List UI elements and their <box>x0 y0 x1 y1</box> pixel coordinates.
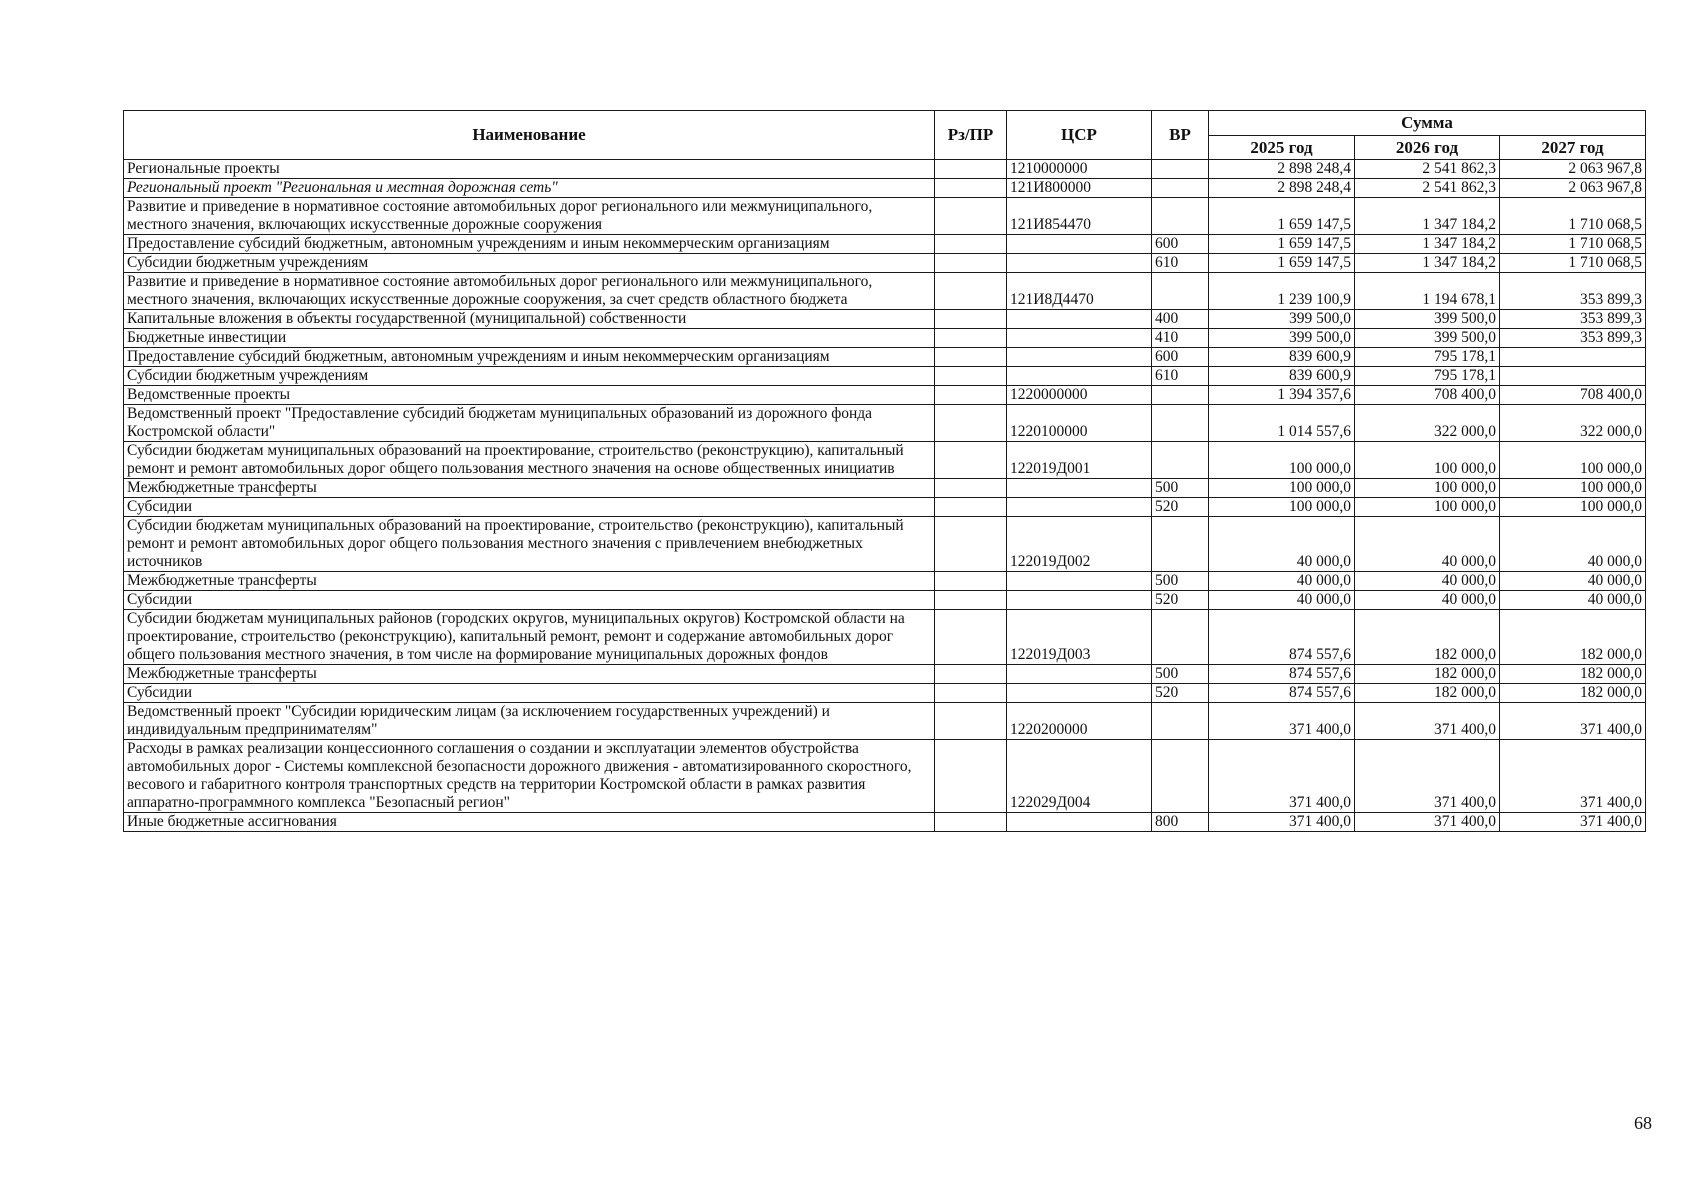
row-name-cell: Субсидии бюджетам муниципальных районов (городских округов, муниципальных округов) Костромской области на проектирование, строительство (реконструкцию), капитальный ремонт, ремонт и содержание автомобильных дорог общего пользования местного значения, в том числе на формирование муниципальных дорожных фондов <box>124 610 935 665</box>
row-sum-2026-cell: 40 000,0 <box>1355 591 1500 610</box>
row-sum-2025-cell: 40 000,0 <box>1209 572 1355 591</box>
row-sum-2025-cell: 40 000,0 <box>1209 591 1355 610</box>
header-rzpr: Рз/ПР <box>935 111 1007 160</box>
row-csr-cell <box>1007 235 1152 254</box>
row-sum-2025-cell: 874 557,6 <box>1209 610 1355 665</box>
row-sum-2025-cell: 1 014 557,6 <box>1209 405 1355 442</box>
row-rzpr-cell <box>935 348 1007 367</box>
row-sum-2026-cell: 371 400,0 <box>1355 703 1500 740</box>
table-row <box>124 235 1646 254</box>
row-sum-2025-cell: 399 500,0 <box>1209 310 1355 329</box>
row-name-cell: Субсидии <box>124 498 935 517</box>
row-sum-2026-cell: 2 541 862,3 <box>1355 179 1500 198</box>
table-row <box>124 160 1646 179</box>
table-row <box>124 442 1646 479</box>
row-sum-2025-cell: 2 898 248,4 <box>1209 160 1355 179</box>
row-sum-2027-cell: 353 899,3 <box>1500 310 1646 329</box>
row-sum-2025-cell: 371 400,0 <box>1209 703 1355 740</box>
row-vr-cell: 520 <box>1152 684 1209 703</box>
row-csr-cell <box>1007 367 1152 386</box>
row-sum-2027-cell: 40 000,0 <box>1500 572 1646 591</box>
row-vr-cell <box>1152 442 1209 479</box>
row-sum-2025-cell: 2 898 248,4 <box>1209 179 1355 198</box>
row-rzpr-cell <box>935 254 1007 273</box>
row-sum-2025-cell: 1 394 357,6 <box>1209 386 1355 405</box>
row-csr-cell <box>1007 813 1152 832</box>
row-sum-2026-cell: 795 178,1 <box>1355 367 1500 386</box>
row-sum-2026-cell: 371 400,0 <box>1355 813 1500 832</box>
row-sum-2025-cell: 1 659 147,5 <box>1209 235 1355 254</box>
row-sum-2027-cell: 322 000,0 <box>1500 405 1646 442</box>
row-sum-2027-cell: 371 400,0 <box>1500 703 1646 740</box>
row-sum-2027-cell: 371 400,0 <box>1500 740 1646 813</box>
row-csr-cell: 1220100000 <box>1007 405 1152 442</box>
row-vr-cell: 800 <box>1152 813 1209 832</box>
row-name-cell: Бюджетные инвестиции <box>124 329 935 348</box>
row-name-cell: Субсидии бюджетным учреждениям <box>124 367 935 386</box>
row-sum-2027-cell: 100 000,0 <box>1500 498 1646 517</box>
row-vr-cell: 500 <box>1152 572 1209 591</box>
row-vr-cell <box>1152 160 1209 179</box>
row-sum-2026-cell: 2 541 862,3 <box>1355 160 1500 179</box>
row-rzpr-cell <box>935 198 1007 235</box>
row-rzpr-cell <box>935 610 1007 665</box>
row-sum-2027-cell: 100 000,0 <box>1500 479 1646 498</box>
table-row <box>124 572 1646 591</box>
row-name-cell: Предоставление субсидий бюджетным, автономным учреждениям и иным некоммерческим организациям <box>124 348 935 367</box>
header-sum: Сумма <box>1209 111 1646 136</box>
row-csr-cell <box>1007 591 1152 610</box>
table-row <box>124 703 1646 740</box>
table-row <box>124 498 1646 517</box>
row-rzpr-cell <box>935 517 1007 572</box>
table-row <box>124 310 1646 329</box>
row-sum-2027-cell: 40 000,0 <box>1500 517 1646 572</box>
row-name-cell: Иные бюджетные ассигнования <box>124 813 935 832</box>
row-csr-cell: 1220200000 <box>1007 703 1152 740</box>
row-name-cell: Субсидии бюджетам муниципальных образований на проектирование, строительство (реконструкцию), капитальный ремонт и ремонт автомобильных дорог общего пользования местного значения на основе общественных инициатив <box>124 442 935 479</box>
row-sum-2027-cell: 182 000,0 <box>1500 665 1646 684</box>
table-row <box>124 273 1646 310</box>
row-sum-2026-cell: 399 500,0 <box>1355 310 1500 329</box>
row-sum-2027-cell: 353 899,3 <box>1500 273 1646 310</box>
row-rzpr-cell <box>935 329 1007 348</box>
header-name: Наименование <box>124 111 935 160</box>
row-rzpr-cell <box>935 160 1007 179</box>
row-vr-cell: 500 <box>1152 479 1209 498</box>
row-csr-cell: 121И8Д4470 <box>1007 273 1152 310</box>
row-sum-2026-cell: 182 000,0 <box>1355 665 1500 684</box>
budget-table <box>123 110 1646 832</box>
row-rzpr-cell <box>935 665 1007 684</box>
row-rzpr-cell <box>935 684 1007 703</box>
table-header <box>124 111 1646 160</box>
header-year-2025: 2025 год <box>1209 136 1355 160</box>
header-csr: ЦСР <box>1007 111 1152 160</box>
row-csr-cell <box>1007 254 1152 273</box>
row-rzpr-cell <box>935 591 1007 610</box>
table-row <box>124 386 1646 405</box>
row-rzpr-cell <box>935 405 1007 442</box>
row-vr-cell: 610 <box>1152 254 1209 273</box>
row-csr-cell: 121И800000 <box>1007 179 1152 198</box>
page-number: 68 <box>1634 1113 1652 1133</box>
table-row <box>124 405 1646 442</box>
table-row <box>124 740 1646 813</box>
row-rzpr-cell <box>935 703 1007 740</box>
table-row <box>124 329 1646 348</box>
row-vr-cell: 610 <box>1152 367 1209 386</box>
row-sum-2027-cell <box>1500 367 1646 386</box>
row-sum-2027-cell: 2 063 967,8 <box>1500 160 1646 179</box>
row-sum-2027-cell: 182 000,0 <box>1500 684 1646 703</box>
row-vr-cell <box>1152 703 1209 740</box>
row-name-cell: Региональные проекты <box>124 160 935 179</box>
row-sum-2026-cell: 371 400,0 <box>1355 740 1500 813</box>
row-sum-2026-cell: 40 000,0 <box>1355 517 1500 572</box>
row-vr-cell: 520 <box>1152 591 1209 610</box>
table-row <box>124 813 1646 832</box>
row-name-cell: Субсидии бюджетным учреждениям <box>124 254 935 273</box>
row-sum-2026-cell: 182 000,0 <box>1355 684 1500 703</box>
row-sum-2025-cell: 100 000,0 <box>1209 442 1355 479</box>
row-sum-2025-cell: 839 600,9 <box>1209 367 1355 386</box>
row-rzpr-cell <box>935 740 1007 813</box>
row-sum-2026-cell: 100 000,0 <box>1355 479 1500 498</box>
row-name-cell: Ведомственные проекты <box>124 386 935 405</box>
row-sum-2027-cell: 2 063 967,8 <box>1500 179 1646 198</box>
row-sum-2026-cell: 708 400,0 <box>1355 386 1500 405</box>
table-row <box>124 179 1646 198</box>
row-sum-2026-cell: 399 500,0 <box>1355 329 1500 348</box>
row-sum-2027-cell: 1 710 068,5 <box>1500 235 1646 254</box>
row-rzpr-cell <box>935 235 1007 254</box>
header-vr: ВР <box>1152 111 1209 160</box>
row-name-cell: Развитие и приведение в нормативное состояние автомобильных дорог регионального или межмуниципального, местного значения, включающих искусственные дорожные сооружения <box>124 198 935 235</box>
row-sum-2026-cell: 795 178,1 <box>1355 348 1500 367</box>
row-sum-2025-cell: 874 557,6 <box>1209 665 1355 684</box>
row-vr-cell <box>1152 273 1209 310</box>
row-name-cell: Межбюджетные трансферты <box>124 479 935 498</box>
row-vr-cell: 400 <box>1152 310 1209 329</box>
row-csr-cell <box>1007 498 1152 517</box>
row-vr-cell <box>1152 610 1209 665</box>
row-csr-cell <box>1007 329 1152 348</box>
row-sum-2025-cell: 100 000,0 <box>1209 498 1355 517</box>
row-sum-2027-cell <box>1500 348 1646 367</box>
row-csr-cell: 121И854470 <box>1007 198 1152 235</box>
row-name-cell: Развитие и приведение в нормативное состояние автомобильных дорог регионального или межмуниципального, местного значения, включающих искусственные дорожные сооружения, за счет средств областного бюджета <box>124 273 935 310</box>
row-csr-cell <box>1007 665 1152 684</box>
row-rzpr-cell <box>935 310 1007 329</box>
row-name-cell: Субсидии <box>124 684 935 703</box>
row-rzpr-cell <box>935 498 1007 517</box>
row-sum-2025-cell: 839 600,9 <box>1209 348 1355 367</box>
row-rzpr-cell <box>935 367 1007 386</box>
row-sum-2026-cell: 1 347 184,2 <box>1355 235 1500 254</box>
row-sum-2027-cell: 708 400,0 <box>1500 386 1646 405</box>
row-rzpr-cell <box>935 813 1007 832</box>
row-sum-2026-cell: 182 000,0 <box>1355 610 1500 665</box>
row-sum-2026-cell: 1 347 184,2 <box>1355 254 1500 273</box>
row-name-cell: Капитальные вложения в объекты государственной (муниципальной) собственности <box>124 310 935 329</box>
row-vr-cell <box>1152 740 1209 813</box>
row-sum-2027-cell: 353 899,3 <box>1500 329 1646 348</box>
row-vr-cell: 410 <box>1152 329 1209 348</box>
row-sum-2027-cell: 1 710 068,5 <box>1500 254 1646 273</box>
row-sum-2025-cell: 399 500,0 <box>1209 329 1355 348</box>
row-name-cell: Предоставление субсидий бюджетным, автономным учреждениям и иным некоммерческим организациям <box>124 235 935 254</box>
row-sum-2027-cell: 371 400,0 <box>1500 813 1646 832</box>
row-csr-cell <box>1007 684 1152 703</box>
row-name-cell: Ведомственный проект "Предоставление субсидий бюджетам муниципальных образований из дорожного фонда Костромской области" <box>124 405 935 442</box>
row-vr-cell: 520 <box>1152 498 1209 517</box>
table-row <box>124 591 1646 610</box>
row-vr-cell <box>1152 198 1209 235</box>
row-sum-2025-cell: 100 000,0 <box>1209 479 1355 498</box>
row-rzpr-cell <box>935 572 1007 591</box>
row-csr-cell <box>1007 479 1152 498</box>
row-rzpr-cell <box>935 179 1007 198</box>
row-vr-cell: 600 <box>1152 348 1209 367</box>
row-vr-cell <box>1152 386 1209 405</box>
row-name-cell: Межбюджетные трансферты <box>124 572 935 591</box>
row-rzpr-cell <box>935 273 1007 310</box>
row-sum-2026-cell: 40 000,0 <box>1355 572 1500 591</box>
row-sum-2027-cell: 40 000,0 <box>1500 591 1646 610</box>
row-csr-cell: 122019Д002 <box>1007 517 1152 572</box>
row-csr-cell: 122019Д001 <box>1007 442 1152 479</box>
header-year-2027: 2027 год <box>1500 136 1646 160</box>
row-name-cell: Ведомственный проект "Субсидии юридическим лицам (за исключением государственных учреждений) и индивидуальным предпринимателям" <box>124 703 935 740</box>
row-rzpr-cell <box>935 386 1007 405</box>
row-name-cell: Региональный проект "Региональная и местная дорожная сеть" <box>124 179 935 198</box>
table-row <box>124 517 1646 572</box>
row-csr-cell: 122019Д003 <box>1007 610 1152 665</box>
table-row <box>124 367 1646 386</box>
row-sum-2026-cell: 1 194 678,1 <box>1355 273 1500 310</box>
row-sum-2026-cell: 322 000,0 <box>1355 405 1500 442</box>
table-row <box>124 479 1646 498</box>
row-sum-2027-cell: 100 000,0 <box>1500 442 1646 479</box>
row-sum-2025-cell: 1 659 147,5 <box>1209 198 1355 235</box>
row-sum-2026-cell: 100 000,0 <box>1355 442 1500 479</box>
row-sum-2025-cell: 1 239 100,9 <box>1209 273 1355 310</box>
row-sum-2025-cell: 371 400,0 <box>1209 813 1355 832</box>
header-year-2026: 2026 год <box>1355 136 1500 160</box>
table-row <box>124 348 1646 367</box>
table-row <box>124 254 1646 273</box>
row-name-cell: Расходы в рамках реализации концессионного соглашения о создании и эксплуатации элементов обустройства автомобильных дорог - Системы комплексной безопасности дорожного движения - автоматизированного скоростного, весового и габаритного контроля транспортных средств на территории Костромской области в рамках развития аппаратно-программного комплекса "Безопасный регион" <box>124 740 935 813</box>
row-sum-2026-cell: 1 347 184,2 <box>1355 198 1500 235</box>
row-vr-cell <box>1152 179 1209 198</box>
row-csr-cell <box>1007 572 1152 591</box>
row-sum-2025-cell: 1 659 147,5 <box>1209 254 1355 273</box>
row-sum-2025-cell: 874 557,6 <box>1209 684 1355 703</box>
row-sum-2025-cell: 40 000,0 <box>1209 517 1355 572</box>
table-row <box>124 198 1646 235</box>
table-row <box>124 684 1646 703</box>
row-rzpr-cell <box>935 479 1007 498</box>
table-row <box>124 665 1646 684</box>
row-csr-cell: 1220000000 <box>1007 386 1152 405</box>
row-csr-cell: 122029Д004 <box>1007 740 1152 813</box>
row-csr-cell <box>1007 310 1152 329</box>
row-sum-2027-cell: 1 710 068,5 <box>1500 198 1646 235</box>
row-vr-cell: 600 <box>1152 235 1209 254</box>
row-sum-2026-cell: 100 000,0 <box>1355 498 1500 517</box>
row-vr-cell <box>1152 517 1209 572</box>
row-rzpr-cell <box>935 442 1007 479</box>
row-name-cell: Субсидии <box>124 591 935 610</box>
row-vr-cell <box>1152 405 1209 442</box>
row-csr-cell: 1210000000 <box>1007 160 1152 179</box>
table-row <box>124 610 1646 665</box>
row-name-cell: Межбюджетные трансферты <box>124 665 935 684</box>
table-body <box>124 160 1646 832</box>
row-name-cell: Субсидии бюджетам муниципальных образований на проектирование, строительство (реконструкцию), капитальный ремонт и ремонт автомобильных дорог общего пользования местного значения с привлечением внебюджетных источников <box>124 517 935 572</box>
row-vr-cell: 500 <box>1152 665 1209 684</box>
row-sum-2025-cell: 371 400,0 <box>1209 740 1355 813</box>
row-csr-cell <box>1007 348 1152 367</box>
row-sum-2027-cell: 182 000,0 <box>1500 610 1646 665</box>
